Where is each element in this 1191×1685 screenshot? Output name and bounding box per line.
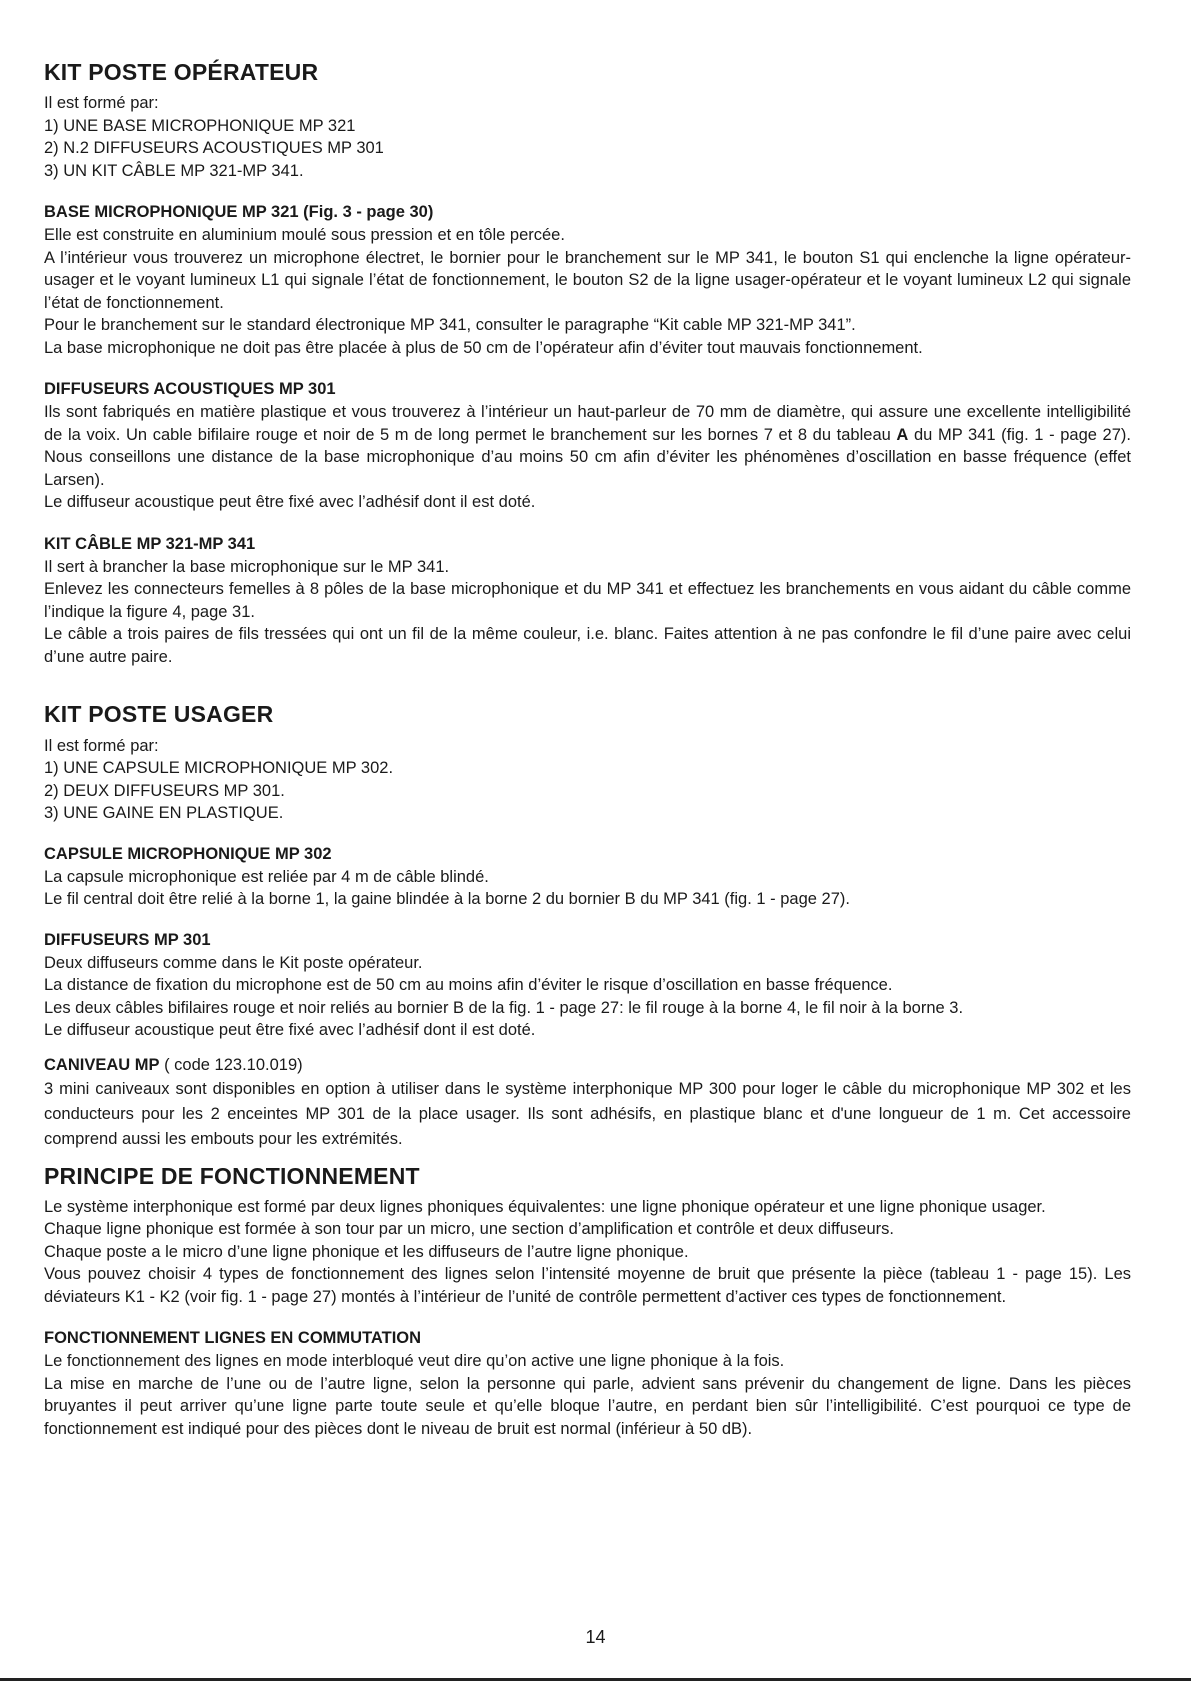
paragraph: Chaque poste a le micro d’une ligne phonique et les diffuseurs de l’autre ligne phonique.	[44, 1242, 689, 1261]
paragraph: Deux diffuseurs comme dans le Kit poste opérateur.	[44, 953, 423, 972]
list-item: 1) UNE BASE MICROPHONIQUE MP 321	[44, 116, 356, 135]
paragraph: La distance de fixation du microphone est de 50 cm au moins afin d’éviter le risque d’oscillation en basse fréquence.	[44, 976, 893, 995]
paragraph: La capsule microphonique est reliée par 4 m de câble blindé.	[44, 867, 489, 886]
subsection-title-caniveau: CANIVEAU MP ( code 123.10.019)	[44, 1055, 303, 1074]
paragraph: Ils sont fabriqués en matière plastique et vous trouverez à l’intérieur un haut-parleur de 70 mm de diamètre, qui assure une excellente intelligibilité de la voix. Un cable bifilaire rouge et noir de 5 m de long permet le branchement sur les bornes 7 et 8 du tableau A du MP 341 (fig. 1 - page 27). Nous conseillons une distance de la base microphonique d’au moins 50 cm afin d’éviter les phénomènes d’oscillation en basse fréquence (effet Larsen).	[44, 403, 1131, 489]
list-intro: Il est formé par:	[44, 736, 159, 755]
list-item: 3) UNE GAINE EN PLASTIQUE.	[44, 804, 284, 823]
list-item: 3) UN KIT CÂBLE MP 321-MP 341.	[44, 161, 304, 180]
paragraph: Les deux câbles bifilaires rouge et noir reliés au bornier B de la fig. 1 - page 27: le fil rouge à la borne 4, le fil noir à la borne 3.	[44, 998, 964, 1017]
subsection-title-base-microphonique: BASE MICROPHONIQUE MP 321 (Fig. 3 - page 30)	[44, 203, 434, 222]
table-reference: A	[896, 425, 909, 444]
list-item: 1) UNE CAPSULE MICROPHONIQUE MP 302.	[44, 759, 394, 778]
paragraph: Enlevez les connecteurs femelles à 8 pôles de la base microphonique et du MP 341 et effectuez les branchements en vous aidant du câble comme l’indique la figure 4, page 31.	[44, 580, 1131, 621]
section-title-kit-poste-operateur: KIT POSTE OPÉRATEUR	[44, 59, 319, 85]
composition-list-usager	[44, 735, 1131, 825]
subsection-title-diffuseurs-acoustiques: DIFFUSEURS ACOUSTIQUES MP 301	[44, 380, 336, 399]
list-item: 2) DEUX DIFFUSEURS MP 301.	[44, 781, 285, 800]
subsection-title-lignes-en-commutation: FONCTIONNEMENT LIGNES EN COMMUTATION	[44, 1329, 422, 1348]
caniveau-block	[44, 1054, 1131, 1152]
document-page	[44, 60, 1131, 1440]
paragraph: Le système interphonique est formé par deux lignes phoniques équivalentes: une ligne phonique opérateur et une ligne phonique usager.	[44, 1197, 1046, 1216]
paragraph: Le diffuseur acoustique peut être fixé avec l’adhésif dont il est doté.	[44, 1021, 536, 1040]
paragraph: A l’intérieur vous trouverez un microphone électret, le bornier pour le branchement sur le MP 341, le bouton S1 qui enclenche la ligne opérateur-usager et le voyant lumineux L1 qui signale l’état de fonctionnement, le bouton S2 de la ligne usager-opérateur et le voyant lumineux L2 qui signale l’état de fonctionnement.	[44, 248, 1131, 312]
paragraph: Le câble a trois paires de fils tressées qui ont un fil de la même couleur, i.e. blanc. Faites attention à ne pas confondre le fil d’une paire avec celui d’une autre paire.	[44, 625, 1131, 666]
paragraph: La base microphonique ne doit pas être placée à plus de 50 cm de l’opérateur afin d’éviter tout mauvais fonctionnement.	[44, 338, 923, 357]
paragraph: Vous pouvez choisir 4 types de fonctionnement des lignes selon l’intensité moyenne de bruit que présente la pièce (tableau 1 - page 15). Les déviateurs K1 - K2 (voir fig. 1 - page 27) montés à l’intérieur de l’unité de contrôle permettent d’activer ces types de fonctionnement.	[44, 1265, 1131, 1306]
paragraph: Le diffuseur acoustique peut être fixé avec l’adhésif dont il est doté.	[44, 493, 536, 512]
subsection-title-diffuseurs: DIFFUSEURS MP 301	[44, 930, 211, 949]
subsection-title-capsule-microphonique: CAPSULE MICROPHONIQUE MP 302	[44, 844, 332, 863]
list-item: 2) N.2 DIFFUSEURS ACOUSTIQUES MP 301	[44, 139, 384, 158]
product-code: ( code 123.10.019)	[159, 1055, 303, 1074]
paragraph: Pour le branchement sur le standard électronique MP 341, consulter le paragraphe “Kit cable MP 321-MP 341”.	[44, 316, 856, 335]
page-bottom-rule	[0, 1678, 1191, 1681]
paragraph: Le fonctionnement des lignes en mode interbloqué veut dire qu’on active une ligne phonique à la fois.	[44, 1352, 785, 1371]
paragraph: 3 mini caniveaux sont disponibles en option à utiliser dans le système interphonique MP 300 pour loger le câble du microphonique MP 302 et les conducteurs pour les 2 enceintes MP 301 de la place usager. Ils sont adhésifs, en plastique blanc et d'une longueur de 1 m. Cet accessoire comprend aussi les embouts pour les extrémités.	[44, 1079, 1131, 1148]
subsection-title-kit-cable: KIT CÂBLE MP 321-MP 341	[44, 534, 256, 553]
paragraph: Il sert à brancher la base microphonique sur le MP 341.	[44, 557, 450, 576]
section-title-kit-poste-usager: KIT POSTE USAGER	[44, 701, 274, 728]
paragraph: Elle est construite en aluminium moulé sous pression et en tôle percée.	[44, 226, 565, 245]
section-title-principe-de-fonctionnement: PRINCIPE DE FONCTIONNEMENT	[44, 1162, 420, 1189]
paragraph: Le fil central doit être relié à la borne 1, la gaine blindée à la borne 2 du bornier B du MP 341 (fig. 1 - page 27).	[44, 890, 850, 909]
list-intro: Il est formé par:	[44, 94, 159, 113]
page-number: 14	[585, 1627, 606, 1647]
composition-list-operateur	[44, 92, 1131, 182]
paragraph: La mise en marche de l’une ou de l’autre ligne, selon la personne qui parle, advient sans prévenir du changement de ligne. Dans les pièces bruyantes il peut arriver qu’une ligne parte toute seule et qu’elle bloque l’autre, en perdant bien sûr l’intelligibilité. C’est pourquoi ce type de fonctionnement est indiqué pour des pièces dont le niveau de bruit est normal (inférieur à 50 dB).	[44, 1374, 1131, 1438]
paragraph: Chaque ligne phonique est formée à son tour par un micro, une section d’amplification et contrôle et deux diffuseurs.	[44, 1220, 894, 1239]
